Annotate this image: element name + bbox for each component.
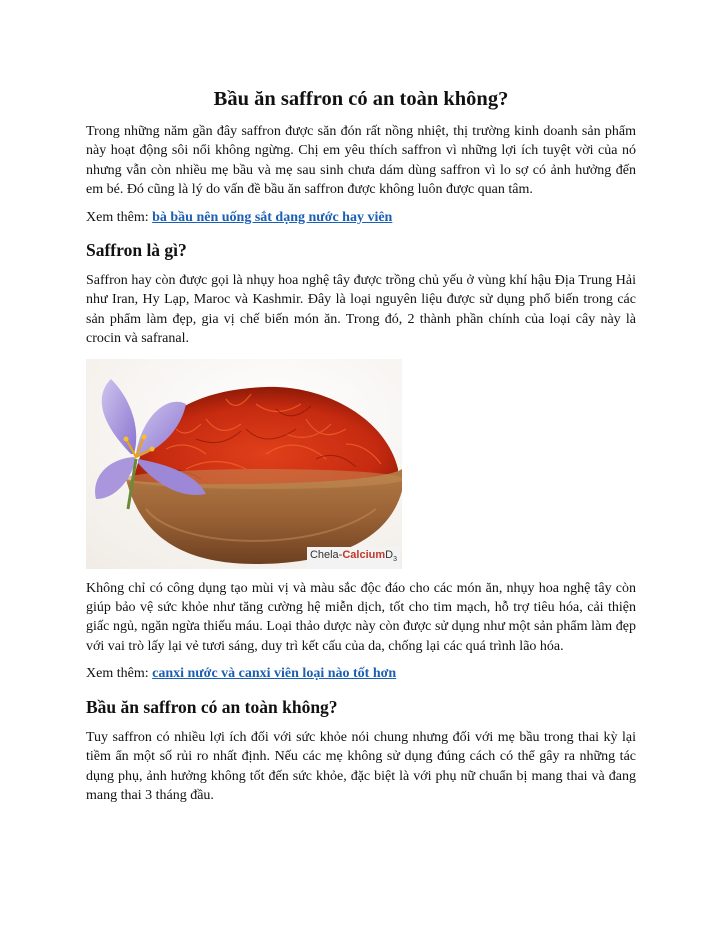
document-page — [86, 86, 636, 805]
see-also-link-iron[interactable]: bà bầu nên uống sắt dạng nước hay viên — [152, 209, 393, 225]
intro-paragraph: Trong những năm gần đây saffron được săn đón rất nồng nhiệt, thị trường kinh doanh sản phẩm này hoạt động sôi nổi không ngừng. Chị em yêu thích saffron vì những lợi ích tuyệt vời của nó nhưng vẫn còn nhiều mẹ bầu và mẹ sau sinh chưa dám dùng saffron vì lo sợ có ảnh hưởng đến em bé. Đó cũng là lý do vấn đề bầu ăn saffron được không luôn được quan tâm. — [86, 124, 636, 198]
see-also-prefix: Xem thêm: — [86, 666, 153, 682]
section-heading-is-saffron-safe: Bầu ăn saffron có an toàn không? — [86, 696, 338, 717]
see-also-prefix: Xem thêm: — [86, 209, 153, 225]
saffron-bowl-image — [86, 359, 402, 569]
see-also-1 — [86, 208, 636, 227]
saffron-definition-paragraph: Saffron hay còn được gọi là nhụy hoa nghệ tây được trồng chủ yếu ở vùng khí hậu Địa Trung Hải như Iran, Hy Lạp, Maroc và Kashmir. Đây là loại nguyên liệu được sử dụng phổ biến trong các sản phẩm làm đẹp, gia vị chế biến món ăn. Trong đó, 2 thành phần chính của loại cây này là crocin và safranal. — [86, 273, 636, 347]
see-also-link-calcium[interactable]: canxi nước và canxi viên loại nào tốt hơn — [152, 666, 397, 682]
saffron-risk-paragraph: Tuy saffron có nhiều lợi ích đối với sức khỏe nói chung nhưng đối với mẹ bầu trong thai kỳ lại tiềm ẩn một số rủi ro nhất định. Nếu các mẹ không sử dụng đúng cách có thể gây ra những tác dụng phụ, ảnh hưởng không tốt đến sức khỏe, đặc biệt là với phụ nữ chuẩn bị mang thai và đang mang thai 3 tháng đầu. — [86, 729, 636, 803]
saffron-benefits-paragraph: Không chỉ có công dụng tạo mùi vị và màu sắc độc đáo cho các món ăn, nhụy hoa nghệ tây còn giúp bảo vệ sức khỏe như tăng cường hệ miễn dịch, tốt cho tim mạch, hỗ trợ tiêu hóa, cải thiện giấc ngủ, ngăn ngừa thiếu máu. Loại thảo dược này còn được sử dụng như một sản phẩm làm đẹp với vai trò lấy lại vẻ tươi sáng, duy trì kết cấu của da, chống lại các quá trình lão hóa. — [86, 580, 636, 654]
see-also-2 — [86, 664, 636, 683]
section-heading-what-is-saffron: Saffron là gì? — [86, 240, 187, 261]
image-watermark: Chela-CalciumD$_3$ — [307, 547, 400, 568]
page-title: Bầu ăn saffron có an toàn không? — [213, 88, 509, 110]
saffron-bowl-illustration — [86, 359, 402, 569]
